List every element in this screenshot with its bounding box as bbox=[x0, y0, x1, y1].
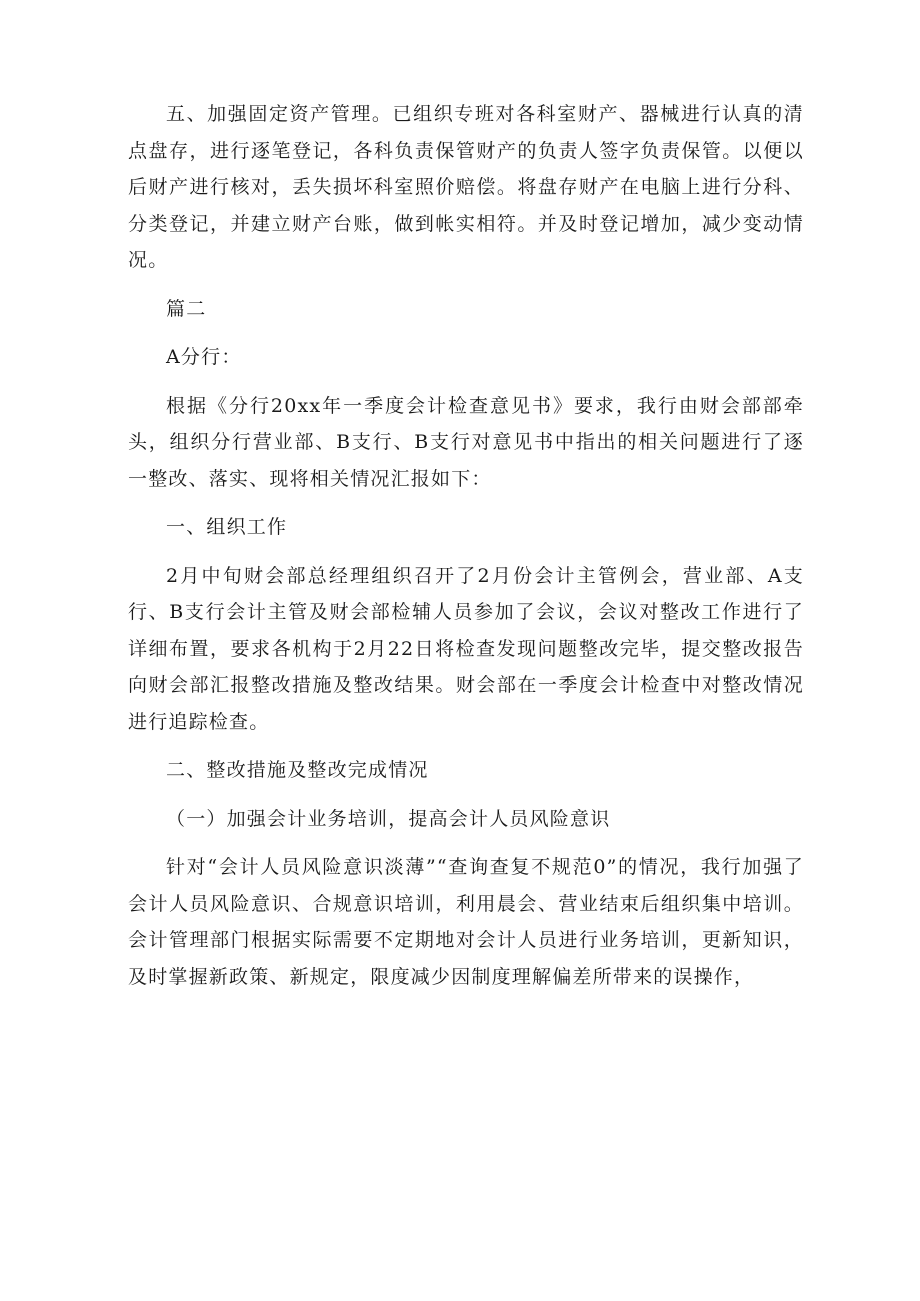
paragraph-organization-work: 2月中旬财会部总经理组织召开了2月份会计主管例会，营业部、A支行、B支行会计主管及财会部检辅人员参加了会议，会议对整改工作进行了详细布置，要求各机构于2月22日将检查发现问题整改完毕，提交整改报告向财会部汇报整改措施及整改结果。财会部在一季度会计检查中对整改情况进行追踪检查。 bbox=[128, 564, 804, 733]
heading-organization-work: 一、组织工作 bbox=[166, 516, 288, 538]
paragraph-introduction: 根据《分行20xx年一季度会计检查意见书》要求，我行由财会部部牵头，组织分行营业部、B支行、B支行对意见书中指出的相关问题进行了逐一整改、落实、现将相关情况汇报如下： bbox=[128, 394, 804, 490]
section-heading-part-two: 篇二 bbox=[166, 297, 207, 320]
paragraph-fixed-assets: 五、加强固定资产管理。已组织专班对各科室财产、器械进行认真的清点盘存，进行逐笔登记，各科负责保管财产的负责人签字负责保管。以便以后财产进行核对，丢失损坏科室照价赔偿。将盘存财产在电脑上进行分科、分类登记，并建立财产台账，做到帐实相符。并及时登记增加，减少变动情况。 bbox=[128, 103, 804, 271]
paragraph-accounting-training: 针对“会计人员风险意识淡薄”“查询查复不规范0”的情况，我行加强了会计人员风险意识、合规意识培训，利用晨会、营业结束后组织集中培训。会计管理部门根据实际需要不定期地对会计人员进行业务培训，更新知识，及时掌握新政策、新规定，限度减少因制度理解偏差所带来的误操作， bbox=[128, 856, 804, 988]
subheading-accounting-training: （一）加强会计业务培训，提高会计人员风险意识 bbox=[166, 807, 611, 830]
heading-rectification-measures: 二、整改措施及整改完成情况 bbox=[166, 759, 429, 781]
salutation: A分行： bbox=[166, 346, 242, 368]
document-body bbox=[128, 96, 804, 995]
